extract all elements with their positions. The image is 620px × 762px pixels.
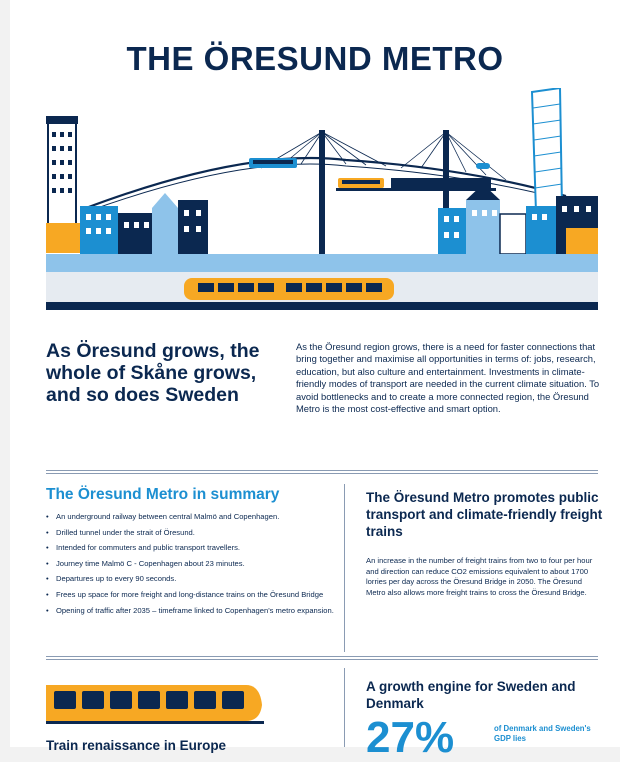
list-item: • Departures up to every 90 seconds. xyxy=(46,574,336,584)
list-item: • Opening of traffic after 2035 – timeframe linked to Copenhagen's metro expansion. xyxy=(46,606,336,616)
column-divider xyxy=(344,484,345,652)
divider xyxy=(46,659,598,660)
list-item: • Journey time Malmö C - Copenhagen about 23 minutes. xyxy=(46,559,336,569)
page-title: THE ÖRESUND METRO xyxy=(126,40,504,77)
freight-text: An increase in the number of freight trains from two to four per hour and direction can reduce CO2 emissions equivalent to about 1700 lorries per day across the Öresund Bridge in 2050. The Öresund Metro also allows more freight trains to cross the Öresund Bridge. xyxy=(366,556,593,597)
growth-figure: 27% xyxy=(366,713,455,762)
intro-text: As the Öresund region grows, there is a need for faster connections that bring together and maximise all opportunities in terms of: jobs, research, education, but also culture and entertainment. Investments in climate-friendly modes of transport are needed in the current climate situation. To avoid bottlenecks and to create a more connected region, the Öresund Metro is the most cost-effective and smart option. xyxy=(296,341,600,415)
list-item: • Drilled tunnel under the strait of Öresund. xyxy=(46,528,336,538)
list-item: • Frees up space for more freight and long-distance trains on the Öresund Bridge xyxy=(46,590,336,600)
train-section-title: Train renaissance in Europe xyxy=(46,738,227,753)
list-item: • Intended for commuters and public transport travellers. xyxy=(46,543,336,553)
growth-title: A growth engine for Sweden and Denmark xyxy=(366,679,576,711)
growth-note: of Denmark and Sweden's GDP lies xyxy=(494,724,591,743)
divider xyxy=(46,473,598,474)
summary-title: The Öresund Metro in summary xyxy=(46,486,280,503)
column-divider xyxy=(344,668,345,747)
page xyxy=(10,0,620,762)
divider xyxy=(46,656,598,657)
train-icon xyxy=(46,681,264,725)
hero-illustration xyxy=(46,88,598,310)
freight-title: The Öresund Metro promotes public transport and climate-friendly freight trains xyxy=(366,490,603,539)
divider xyxy=(46,470,598,471)
summary-list xyxy=(46,512,336,621)
intro-heading: As Öresund grows, the whole of Skåne grows, and so does Sweden xyxy=(46,340,260,406)
list-item: • An underground railway between central Malmö and Copenhagen. xyxy=(46,512,336,522)
